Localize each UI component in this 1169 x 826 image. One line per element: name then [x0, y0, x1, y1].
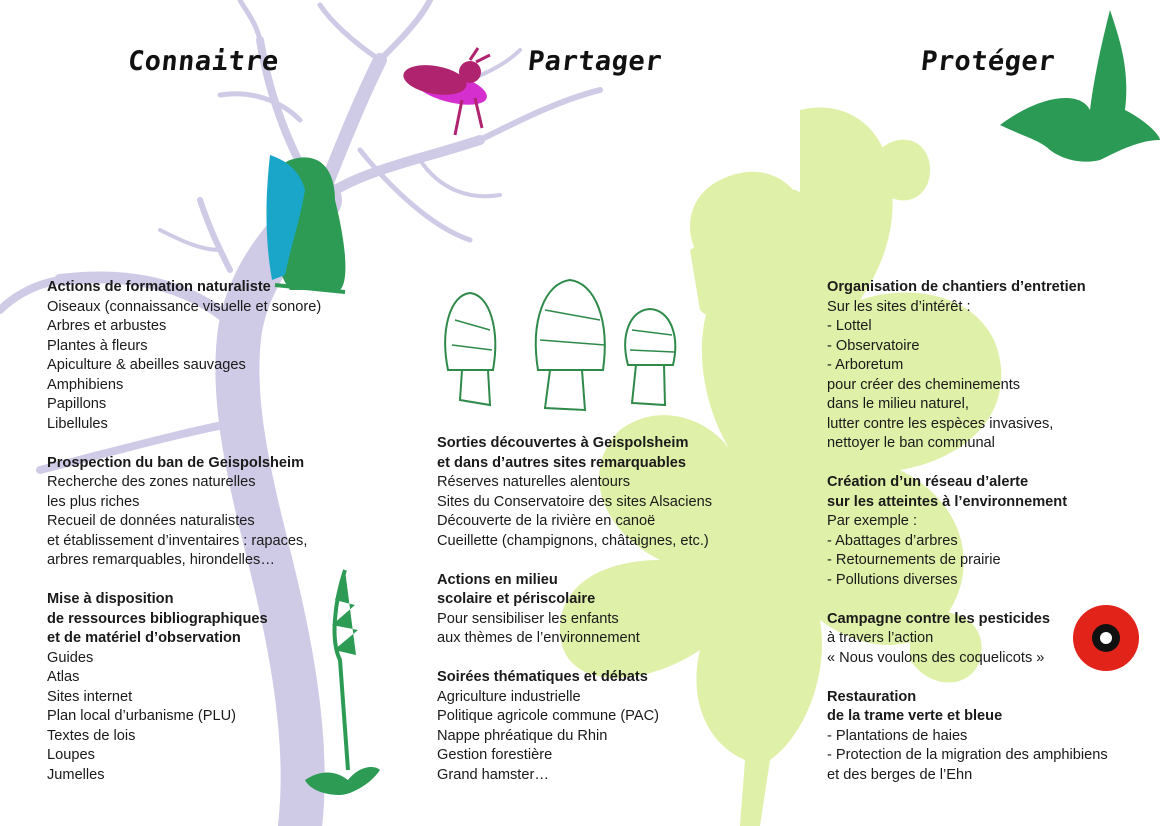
title-partager: Partager [526, 46, 664, 77]
list-item: nettoyer le ban communal [827, 435, 995, 451]
list-item: - Observatoire [827, 337, 920, 354]
list-item: - Pollutions diverses [827, 571, 958, 588]
list-item: - Lottel [827, 318, 872, 334]
list-item: - Abattages d’arbres [827, 532, 958, 549]
list-item: Sur les sites d’intérêt : [827, 298, 971, 315]
list-item: « Nous voulons des coquelicots » [827, 649, 1045, 666]
section-heading: de la trame verte et bleue [827, 708, 1003, 724]
list-item: Papillons [47, 396, 107, 412]
section-heading: sur les atteintes à l’environnement [827, 493, 1068, 510]
list-item: Agriculture industrielle [437, 688, 581, 705]
column-connaitre [47, 278, 321, 785]
list-item: - Arboretum [827, 357, 904, 373]
list-item: - Retournements de prairie [827, 552, 1001, 568]
section-heading: Mise à disposition [47, 591, 174, 607]
section-heading: Actions de formation naturaliste [47, 279, 271, 295]
list-item: et des berges de l’Ehn [827, 766, 973, 783]
title-connaitre: Connaitre [126, 46, 281, 77]
list-item: Recueil de données naturalistes [47, 513, 255, 529]
list-item: Oiseaux (connaissance visuelle et sonore) [47, 298, 322, 315]
list-item: et établissement d’inventaires : rapaces, [47, 532, 308, 549]
morel-icon [445, 280, 675, 410]
bird-icon [1000, 10, 1160, 162]
section-heading: scolaire et périscolaire [437, 591, 596, 607]
section-heading: et dans d’autres sites remarquables [437, 454, 687, 471]
list-item: Découverte de la rivière en canoë [437, 513, 656, 529]
section-heading: Actions en milieu [437, 571, 558, 588]
column-partager [437, 434, 712, 785]
list-item: Recherche des zones naturelles [47, 474, 256, 490]
section-heading: de ressources bibliographiques [47, 610, 268, 627]
list-item: aux thèmes de l’environnement [437, 630, 640, 646]
list-item: à travers l’action [827, 630, 934, 646]
list-item: Guides [47, 649, 94, 666]
list-item: Plan local d’urbanisme (PLU) [47, 708, 236, 724]
list-item: Politique agricole commune (PAC) [437, 708, 659, 724]
list-item: Cueillette (champignons, châtaignes, etc.) [437, 532, 709, 549]
column-proteger [827, 278, 1108, 785]
list-item: - Plantations de haies [827, 727, 968, 744]
list-item: les plus riches [47, 493, 140, 510]
list-item: Sites du Conservatoire des sites Alsaciens [437, 493, 712, 510]
list-item: Textes de lois [47, 727, 136, 744]
section-heading: Sorties découvertes à Geispolsheim [437, 435, 689, 451]
section-heading: Campagne contre les pesticides [827, 610, 1051, 627]
list-item: Gestion forestière [437, 747, 553, 763]
list-item: Loupes [47, 747, 95, 763]
section-heading: Création d’un réseau d’alerte [827, 474, 1029, 490]
list-item: Pour sensibiliser les enfants [437, 610, 619, 627]
section-heading: Prospection du ban de Geispolsheim [47, 454, 305, 471]
list-item: lutter contre les espèces invasives, [827, 415, 1054, 432]
section-heading: et de matériel d’observation [47, 630, 241, 646]
section-heading: Soirées thématiques et débats [437, 669, 648, 685]
list-item: Apiculture & abeilles sauvages [47, 357, 246, 373]
list-item: Plantes à fleurs [47, 337, 148, 354]
list-item: arbres remarquables, hirondelles… [47, 552, 275, 568]
list-item: - Protection de la migration des amphibiens [827, 747, 1108, 763]
list-item: Nappe phréatique du Rhin [437, 727, 608, 744]
bee-icon [401, 48, 490, 135]
list-item: dans le milieu naturel, [827, 396, 969, 412]
list-item: Par exemple : [827, 513, 918, 529]
list-item: Atlas [47, 669, 80, 685]
section-heading: Organisation de chantiers d’entretien [827, 279, 1086, 295]
list-item: Sites internet [47, 688, 133, 705]
title-proteger: Protéger [919, 46, 1057, 77]
list-item: Amphibiens [47, 376, 124, 393]
list-item: Jumelles [47, 766, 105, 783]
list-item: pour créer des cheminements [827, 376, 1021, 393]
list-item: Libellules [47, 415, 108, 432]
list-item: Arbres et arbustes [47, 318, 167, 334]
section-heading: Restauration [827, 688, 917, 705]
list-item: Réserves naturelles alentours [437, 474, 631, 490]
list-item: Grand hamster… [437, 766, 549, 783]
